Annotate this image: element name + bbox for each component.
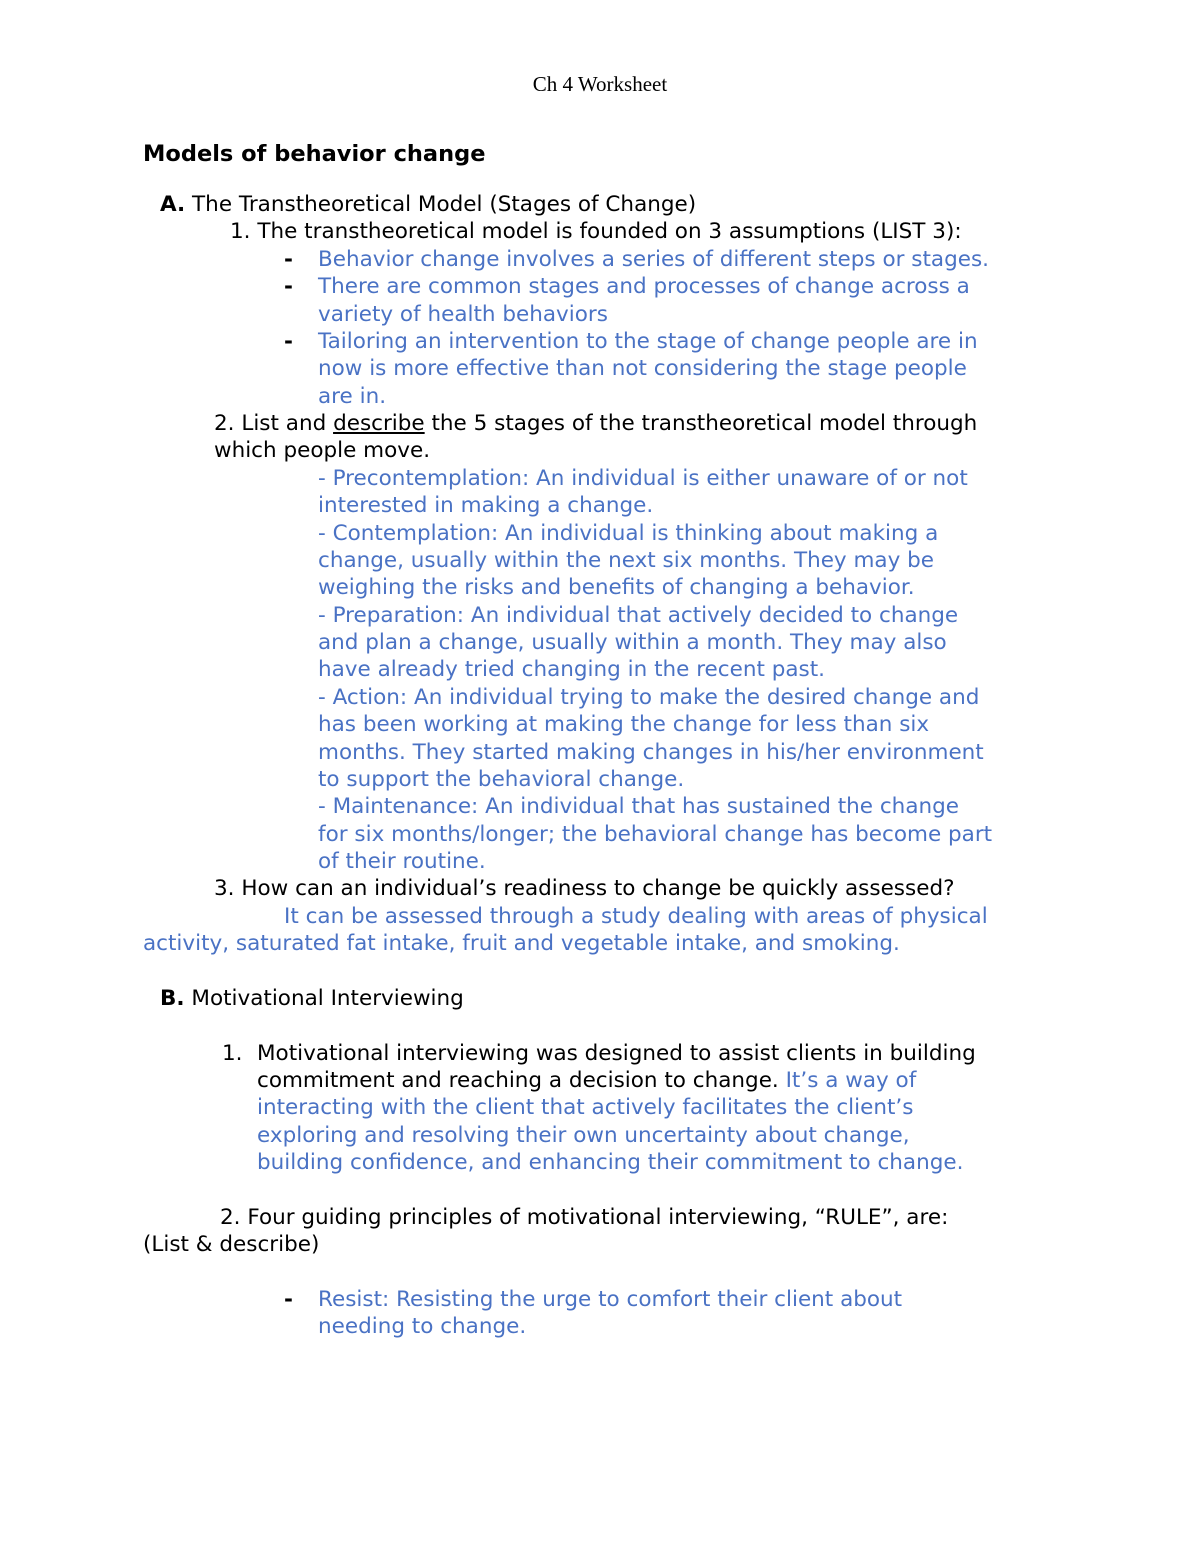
- section-b-q1-answer-line: exploring and resolving their own uncertainty about change,: [257, 1123, 910, 1148]
- bullet-dash: -: [284, 329, 293, 354]
- assumption-1-line-1: Behavior change involves a series of different steps or stages.: [318, 247, 990, 272]
- q2-underlined-word: describe: [333, 411, 425, 436]
- stage-line: months. They started making changes in his/her environment: [318, 740, 984, 765]
- stage-line: have already tried changing in the recent past.: [318, 657, 826, 682]
- section-b-heading: [160, 985, 464, 1012]
- stage-line: interested in making a change.: [318, 493, 654, 518]
- q2-prefix: 2. List and: [214, 411, 334, 436]
- stage-line: has been working at making the change for less than six: [318, 712, 930, 737]
- section-b-q1-line-1: Motivational interviewing was designed to assist clients in building: [257, 1041, 976, 1066]
- section-a-question-3: 3. How can an individual’s readiness to change be quickly assessed?: [214, 876, 955, 901]
- assumption-3-line-2: now is more effective than not considering the stage people: [318, 356, 967, 381]
- section-b-question-2: 2. Four guiding principles of motivational interviewing, “RULE”, are:: [220, 1205, 949, 1230]
- stage-line: and plan a change, usually within a month. They may also: [318, 630, 947, 655]
- stage-line: - Precontemplation: An individual is either unaware of or not: [318, 466, 968, 491]
- q3-answer-line-1: It can be assessed through a study dealing with areas of physical: [284, 904, 988, 929]
- main-heading: Models of behavior change: [143, 141, 486, 167]
- section-b-letter: B.: [160, 986, 185, 1011]
- assumption-3-line-1: Tailoring an intervention to the stage of change people are in: [318, 329, 978, 354]
- stage-line: - Contemplation: An individual is thinking about making a: [318, 521, 939, 546]
- section-b-title: Motivational Interviewing: [184, 986, 464, 1011]
- section-b-q1-number: 1.: [222, 1041, 243, 1066]
- stage-line: - Preparation: An individual that actively decided to change: [318, 603, 959, 628]
- section-a-heading: [160, 191, 696, 218]
- assumption-3-line-3: are in.: [318, 384, 387, 409]
- section-b-q1-line-2: [257, 1067, 916, 1094]
- assumption-2-line-1: There are common stages and processes of change across a: [318, 274, 970, 299]
- q1-blue-part: It’s a way of: [785, 1068, 917, 1093]
- assumption-2-line-2: variety of health behaviors: [318, 302, 608, 327]
- q3-answer-line-2: activity, saturated fat intake, fruit and vegetable intake, and smoking.: [143, 931, 900, 956]
- bullet-dash: -: [284, 274, 293, 299]
- stage-line: - Maintenance: An individual that has sustained the change: [318, 794, 959, 819]
- section-b-q1-answer-line: interacting with the client that actively facilitates the client’s: [257, 1095, 914, 1120]
- bullet-dash: -: [284, 247, 293, 272]
- stage-line: change, usually within the next six months. They may be: [318, 548, 935, 573]
- stage-line: of their routine.: [318, 849, 486, 874]
- page-title: Ch 4 Worksheet: [532, 72, 668, 96]
- section-b-question-2-line-2: (List & describe): [143, 1232, 320, 1257]
- section-a-title: The Transtheoretical Model (Stages of Change): [185, 192, 697, 217]
- stage-line: weighing the risks and benefits of changing a behavior.: [318, 575, 915, 600]
- q2-suffix: the 5 stages of the transtheoretical model through: [424, 411, 978, 436]
- stage-line: for six months/longer; the behavioral change has become part: [318, 822, 993, 847]
- stage-line: to support the behavioral change.: [318, 767, 685, 792]
- rule-answer-line-2: needing to change.: [318, 1314, 527, 1339]
- section-a-letter: A.: [160, 192, 186, 217]
- section-a-question-2-line-2: which people move.: [214, 438, 431, 463]
- rule-answer-line-1: Resist: Resisting the urge to comfort their client about: [318, 1287, 903, 1312]
- bullet-dash: -: [284, 1287, 293, 1312]
- stage-line: - Action: An individual trying to make the desired change and: [318, 685, 980, 710]
- section-a-question-1: 1. The transtheoretical model is founded on 3 assumptions (LIST 3):: [230, 219, 962, 244]
- section-a-question-2: [214, 410, 977, 437]
- section-b-q1-answer-line: building confidence, and enhancing their commitment to change.: [257, 1150, 964, 1175]
- q1-black-part: commitment and reaching a decision to change.: [257, 1068, 786, 1093]
